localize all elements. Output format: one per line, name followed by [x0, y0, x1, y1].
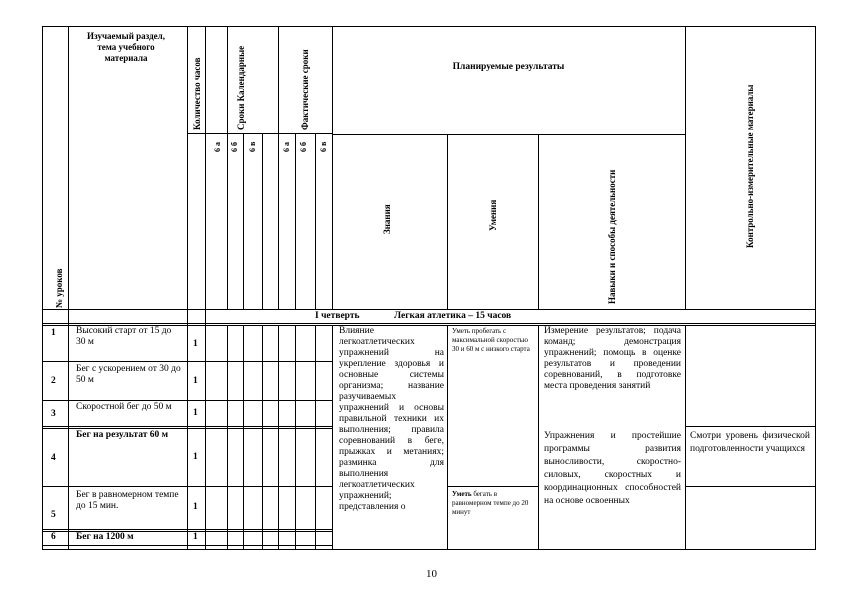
row-4-num: 4	[51, 453, 56, 463]
planning-table	[42, 26, 816, 550]
col-line-activity-head	[685, 26, 686, 309]
section-title: Легкая атлетика – 15 часов	[394, 311, 512, 321]
header-planned-dates: Сроки Календарные	[236, 45, 246, 130]
col-line-results-body	[332, 325, 333, 550]
skills-text-2-lead: Уметь	[452, 490, 472, 498]
col-line-topic	[187, 26, 188, 550]
col-line-hours	[205, 26, 206, 550]
col-line-knowledge-head	[447, 134, 448, 309]
row-3-topic: Скоростной бег до 50 м	[76, 402, 172, 412]
header-topic: Изучаемый раздел, тема учебного материала	[87, 31, 165, 63]
col-line-skills-body	[538, 325, 539, 550]
col-line-num	[68, 26, 69, 550]
row-6-num: 6	[51, 532, 56, 542]
row-1-topic: Высокий старт от 15 до 30 м	[76, 326, 172, 347]
row-3-num: 3	[51, 409, 56, 419]
control-text: Смотри уровень физической подготовленности учащихся	[690, 431, 810, 454]
header-knowledge: Знания	[382, 204, 392, 234]
class-6v-planned: 6 в	[248, 141, 257, 152]
class-6b-actual: 6 б	[299, 142, 308, 152]
dates-divider	[187, 133, 332, 134]
row-2-num: 2	[51, 376, 56, 386]
col-line-actual-body	[278, 325, 279, 550]
control-top-line	[685, 426, 816, 427]
class-6b-planned: 6 б	[230, 142, 239, 152]
row-5-num: 5	[51, 510, 56, 520]
class-6a-planned: 6 а	[213, 142, 222, 152]
table-border-bottom	[42, 549, 816, 550]
knowledge-text: Влияние легкоатлетических упражнений на укрепление здоровья и основные системы организма; название разучиваемых упражнений и основы правильной техники их выполнения; правила соревнований в беге, прыжках и метаниях; разминка для выполнения легкоатлетических упражнений; представления о	[339, 326, 444, 512]
results-divider	[332, 134, 685, 135]
row-6-hours: 1	[193, 532, 198, 542]
table-border-right	[815, 26, 816, 550]
col-line-actual-head	[278, 26, 279, 309]
header-activity: Навыки и способы деятельности	[607, 169, 617, 304]
col-line-planned-body	[227, 325, 228, 550]
section-quarter: I четверть	[315, 311, 360, 321]
col-line-a6b-head	[295, 133, 296, 309]
control-bottom-line	[685, 486, 816, 487]
skills-divider	[447, 486, 538, 487]
row-4-topic: Бег на результат 60 м	[76, 430, 169, 440]
section-bottom-line	[42, 323, 816, 324]
col-line-skills-head	[538, 134, 539, 309]
header-results: Планируемые результаты	[452, 62, 565, 72]
row-5-hours: 1	[193, 502, 198, 512]
col-line-planned-head	[227, 26, 228, 309]
page-number: 10	[426, 568, 437, 580]
col-line-6v-body	[262, 325, 263, 550]
row-1-num: 1	[51, 328, 56, 338]
activity-text-1: Измерение результатов; подача команд; демонстрация упражнений; помощь в оценке результатов и проведении соревнований, в подготовке места проведения занятий	[544, 326, 681, 391]
row-6-topic: Бег на 1200 м	[76, 532, 134, 542]
row-4-hours: 1	[193, 452, 198, 462]
col-line-activity-body	[685, 325, 686, 550]
skills-text-1: Уметь пробегать с максимальной скоростью 30 и 60 м с низкого старта	[452, 327, 530, 353]
col-line-a6b-body	[295, 325, 296, 550]
header-actual-dates: Фактические сроки	[300, 49, 310, 130]
row-1-hours: 1	[193, 339, 198, 349]
skills-text-2-body: бегать в равномерном темпе до 20 минут	[452, 490, 529, 516]
col-line-a6v-body	[315, 325, 316, 550]
header-hours: Количество часов	[192, 57, 202, 130]
class-6a-actual: 6 а	[282, 142, 291, 152]
col-line-knowledge-body	[447, 325, 448, 550]
header-bottom-line	[42, 309, 816, 310]
row-2-hours: 1	[193, 376, 198, 386]
col-line-6v-head	[262, 133, 263, 309]
col-line-6b-body	[243, 325, 244, 550]
row-3-hours: 1	[193, 408, 198, 418]
row-2-topic: Бег с ускорением от 30 до 50 м	[76, 364, 181, 385]
header-control: Контрольно-измерительные материалы	[745, 84, 755, 248]
table-border-left	[42, 26, 43, 550]
header-skills: Умения	[488, 199, 498, 231]
skills-text-2	[452, 490, 536, 517]
row-5-topic: Бег в равномерном темпе до 15 мин.	[76, 490, 179, 511]
activity-text-2: Упражнения и простейшие программы развития выносливости, скоростно-силовых, скоростных и координационных способностей на основе освоенных	[544, 431, 681, 506]
col-line-6b-head	[243, 133, 244, 309]
class-6v-actual: 6 в	[319, 141, 328, 152]
col-line-a6v-head	[315, 133, 316, 309]
table-border-top	[42, 26, 816, 27]
header-num: № уроков	[54, 268, 64, 308]
